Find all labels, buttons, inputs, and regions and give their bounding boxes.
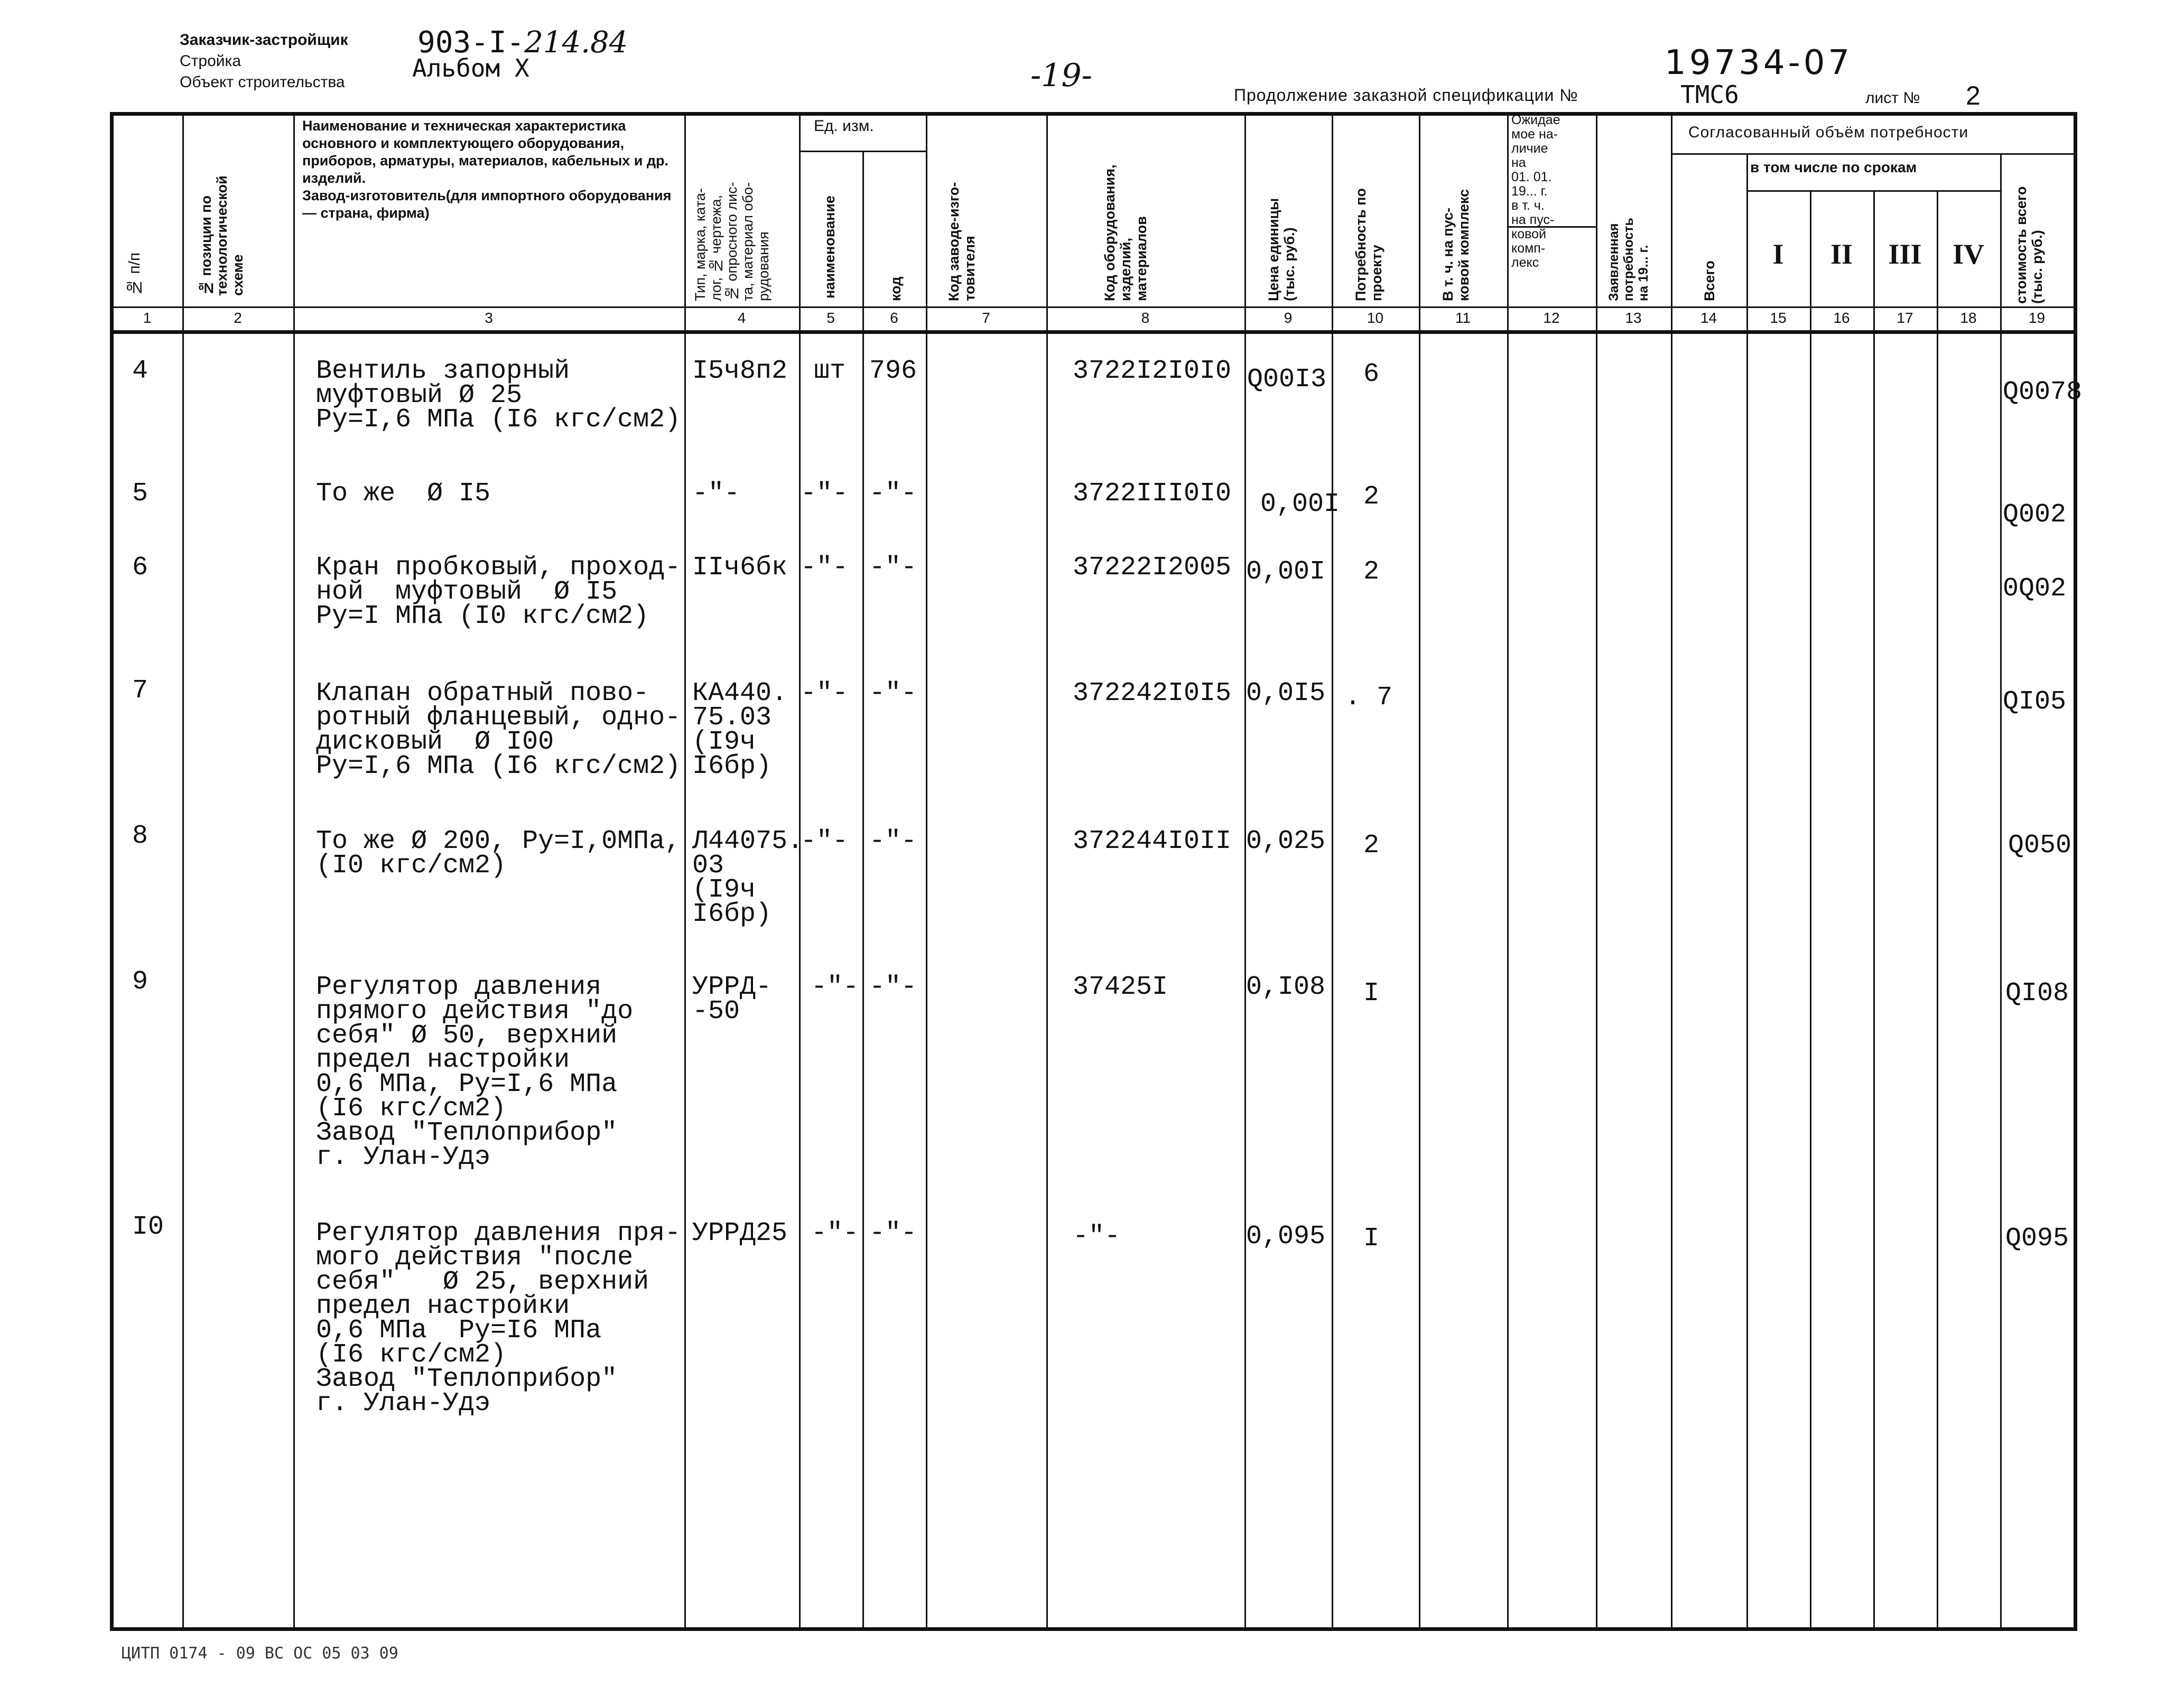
col-divider (293, 112, 295, 1629)
continuation-label: Продолжение заказной спецификации № (1234, 86, 1578, 105)
col-divider (1746, 153, 1748, 1629)
spec-number: ТМС6 (1680, 80, 1739, 109)
header-term-4: IV (1952, 238, 1984, 270)
header-term-3: III (1888, 238, 1922, 270)
table-bottom-border (110, 1627, 2077, 1631)
col-number-19: 19 (2028, 310, 2046, 326)
row-demand: I (1363, 1224, 1380, 1254)
col-number-16: 16 (1833, 310, 1850, 326)
col-number-3: 3 (485, 310, 493, 326)
header-item-code: Код оборудования, изделий, материалов (1102, 164, 1149, 301)
col-divider (862, 151, 864, 1629)
row-item-name: Клапан обратный пово- ротный фланцевый, одно- дисковый Ø I00 Ру=I,6 МПа (I6 кгс/см2) (316, 678, 681, 781)
row-type: -"- (692, 479, 740, 509)
header-total: Всего (1702, 260, 1717, 301)
col-divider (1046, 112, 1048, 1629)
col-divider (1244, 112, 1246, 1629)
row-unit: шт (814, 356, 846, 386)
header-type: Тип, марка, ката- лог, № чертежа, № опросного лис- та, материал обо- рудования (692, 182, 772, 301)
header-demand: Потребность по проекту (1353, 188, 1384, 301)
header-agreed-group: Согласованный объём потребности (1688, 124, 1969, 141)
col-divider (182, 112, 184, 1629)
row-unit: -"- (801, 479, 849, 509)
row-price: Q00I3 (1247, 365, 1327, 395)
unit-group-line (799, 151, 926, 152)
project-code-printed: 903-I- (417, 25, 525, 60)
row-price: 0,00I (1260, 489, 1340, 519)
row-cost-total: Q0078 (2003, 377, 2083, 407)
row-number: 4 (132, 356, 148, 386)
row-unit-code: -"- (869, 479, 917, 509)
row-item-code: 372244I0II (1073, 826, 1232, 856)
header-maker-code: Код заводе-изго- товителя (946, 182, 978, 301)
row-number: 9 (132, 967, 148, 997)
col-divider (2000, 153, 2002, 1629)
customer-label: Заказчик-застройщик (180, 31, 348, 49)
row-demand: . 7 (1345, 683, 1393, 713)
col-divider (1419, 112, 1420, 1629)
row-type: IIч6бк (692, 553, 788, 583)
row-cost-total: QI05 (2003, 687, 2067, 717)
row-unit-code: -"- (869, 553, 917, 583)
row-cost-total: Q002 (2003, 500, 2067, 530)
header-term-1: I (1772, 238, 1784, 270)
header-row-number: № п/п (126, 252, 143, 296)
row-demand: 2 (1363, 482, 1380, 512)
row-cost-total: QI08 (2005, 978, 2069, 1009)
col-number-2: 2 (234, 310, 242, 326)
row-unit: -"- (801, 826, 849, 856)
header-unit-group: Ед. изм. (814, 117, 874, 135)
row-item-name: Кран пробковый, проход- ной муфтовый Ø I5 Ру=I МПа (I0 кгс/см2) (316, 553, 681, 631)
row-type: КА440. 75.03 (I9ч I6бр) (692, 678, 788, 781)
row-cost-total: Q050 (2008, 831, 2072, 861)
column-number-bottom-line (110, 330, 2077, 334)
row-number: 6 (132, 553, 148, 583)
header-terms-group: в том числе по срокам (1750, 159, 1917, 175)
document-number: 19734-07 (1665, 43, 1853, 82)
page-marker: -19- (1030, 57, 1092, 94)
row-item-name: То же Ø I5 (316, 479, 491, 509)
header-position: № позиции по технологической схеме (198, 175, 246, 296)
col-number-6: 6 (890, 310, 898, 326)
col-divider (1873, 190, 1875, 1629)
col-number-12: 12 (1543, 310, 1560, 326)
row-item-name: Регулятор давления прямого действия "до себя" Ø 50, верхний предел настройки 0,6 МПа, Ру=I,6 МПа (I6 кгс/см2) Завод "Теплоприбор" г. Улан-Удэ (316, 972, 634, 1172)
row-cost-total: Q095 (2005, 1224, 2069, 1254)
row-unit: -"- (811, 972, 859, 1002)
col-number-4: 4 (737, 310, 746, 326)
row-type: УРРД25 (692, 1218, 788, 1248)
row-item-name: То же Ø 200, Ру=I,0МПа, (I0 кгс/см2) (316, 826, 681, 881)
row-item-code: 372242I0I5 (1073, 678, 1232, 708)
col-number-1: 1 (143, 310, 152, 326)
row-price: 0,025 (1246, 826, 1326, 856)
col-number-5: 5 (826, 310, 835, 326)
header-bottom-line (110, 306, 2077, 308)
row-unit-code: -"- (869, 1218, 917, 1248)
col-number-10: 10 (1367, 310, 1384, 326)
header-startup-complex: В т. ч. на пус- ковой комплекс (1440, 189, 1472, 301)
col-divider (1671, 112, 1672, 1629)
col-divider (684, 112, 686, 1629)
col-divider (1507, 112, 1509, 1629)
col-number-13: 13 (1625, 310, 1642, 326)
col-divider (1810, 190, 1811, 1629)
col-number-9: 9 (1284, 310, 1293, 326)
row-type: УРРД- -50 (692, 972, 772, 1027)
col-divider (926, 112, 927, 1629)
col-divider (1596, 112, 1597, 1629)
row-price: 0,095 (1246, 1222, 1326, 1252)
row-price: 0,00I (1246, 557, 1326, 587)
row-cost-total: 0Q02 (2003, 574, 2067, 604)
row-unit-code: -"- (869, 678, 917, 708)
row-item-code: 37425I (1073, 972, 1168, 1002)
row-unit-code: -"- (869, 972, 917, 1002)
row-item-code: 37222I2005 (1073, 553, 1232, 583)
row-unit: -"- (801, 553, 849, 583)
terms-group-line (1746, 190, 2000, 192)
row-unit-code: -"- (869, 826, 917, 856)
header-unit-price: Цена единицы (тыс. руб.) (1266, 198, 1297, 301)
row-price: 0,0I5 (1246, 678, 1326, 708)
col-number-18: 18 (1960, 310, 1977, 326)
sheet-label: лист № (1865, 89, 1920, 107)
row-number: 7 (132, 676, 148, 706)
row-price: 0,I08 (1246, 972, 1326, 1002)
row-item-code: -"- (1073, 1222, 1121, 1252)
header-unit-name: наименование (822, 195, 838, 299)
col-number-11: 11 (1455, 310, 1471, 326)
header-declared: Заявленная потребность на 19... г. (1606, 218, 1651, 301)
col-number-7: 7 (982, 310, 990, 326)
site-label: Стройка (180, 52, 241, 70)
col-number-15: 15 (1770, 310, 1787, 326)
row-unit-code: 796 (869, 356, 917, 386)
agreed-group-line (1671, 153, 2075, 155)
col-number-8: 8 (1141, 310, 1150, 326)
header-term-2: II (1830, 238, 1853, 270)
header-expected: Ожидае мое на- личие на 01. 01. 19... г. в т. ч. на пус- ковой комп- лекс (1511, 113, 1560, 270)
row-item-name: Регулятор давления пря- мого действия "после себя" Ø 25, верхний предел настройки 0,6 МПа Ру=I6 МПа (I6 кгс/см2) Завод "Теплоприбор" г. Улан-Удэ (316, 1218, 681, 1419)
album-label: Альбом X (412, 54, 529, 82)
row-type: I5ч8п2 (692, 356, 788, 386)
row-type: Л44075. 03 (I9ч I6бр) (692, 826, 804, 929)
footer-stamp: ЦИТП 0174 - 09 ВС ОС 05 03 09 (122, 1644, 398, 1663)
row-demand: 6 (1363, 359, 1380, 389)
header-name: Наименование и техническая характеристика основного и комплектующего оборудования, приборов, арматуры, материалов, кабельных и др. изделий. Завод-изготовитель(для импортного оборудования — страна, фирма) (302, 118, 672, 221)
col-number-14: 14 (1700, 310, 1717, 326)
header-unit-code: код (888, 276, 904, 301)
header-cost-total: стоимость всего (тыс. руб.) (2013, 186, 2045, 304)
row-item-name: Вентиль запорный муфтовый Ø 25 Ру=I,6 МПа (I6 кгс/см2) (316, 356, 681, 435)
row-demand: I (1363, 978, 1380, 1009)
row-item-code: 3722I2I0I0 (1073, 356, 1232, 386)
row-demand: 2 (1363, 557, 1380, 587)
table-left-border (110, 112, 114, 1631)
table-right-border (2074, 112, 2077, 1631)
object-label: Объект строительства (180, 73, 345, 91)
row-number: I0 (132, 1212, 164, 1242)
project-code-handwritten: 214.84 (524, 25, 628, 60)
table-top-border (110, 112, 2077, 116)
row-unit: -"- (801, 678, 849, 708)
col-divider (1332, 112, 1333, 1629)
row-unit: -"- (811, 1218, 859, 1248)
row-number: 5 (132, 479, 148, 509)
col-number-17: 17 (1897, 310, 1913, 326)
sheet-number: 2 (1966, 81, 1981, 110)
col-divider (1937, 190, 1938, 1629)
row-demand: 2 (1363, 831, 1380, 861)
row-item-code: 3722III0I0 (1073, 479, 1232, 509)
row-number: 8 (132, 821, 148, 851)
